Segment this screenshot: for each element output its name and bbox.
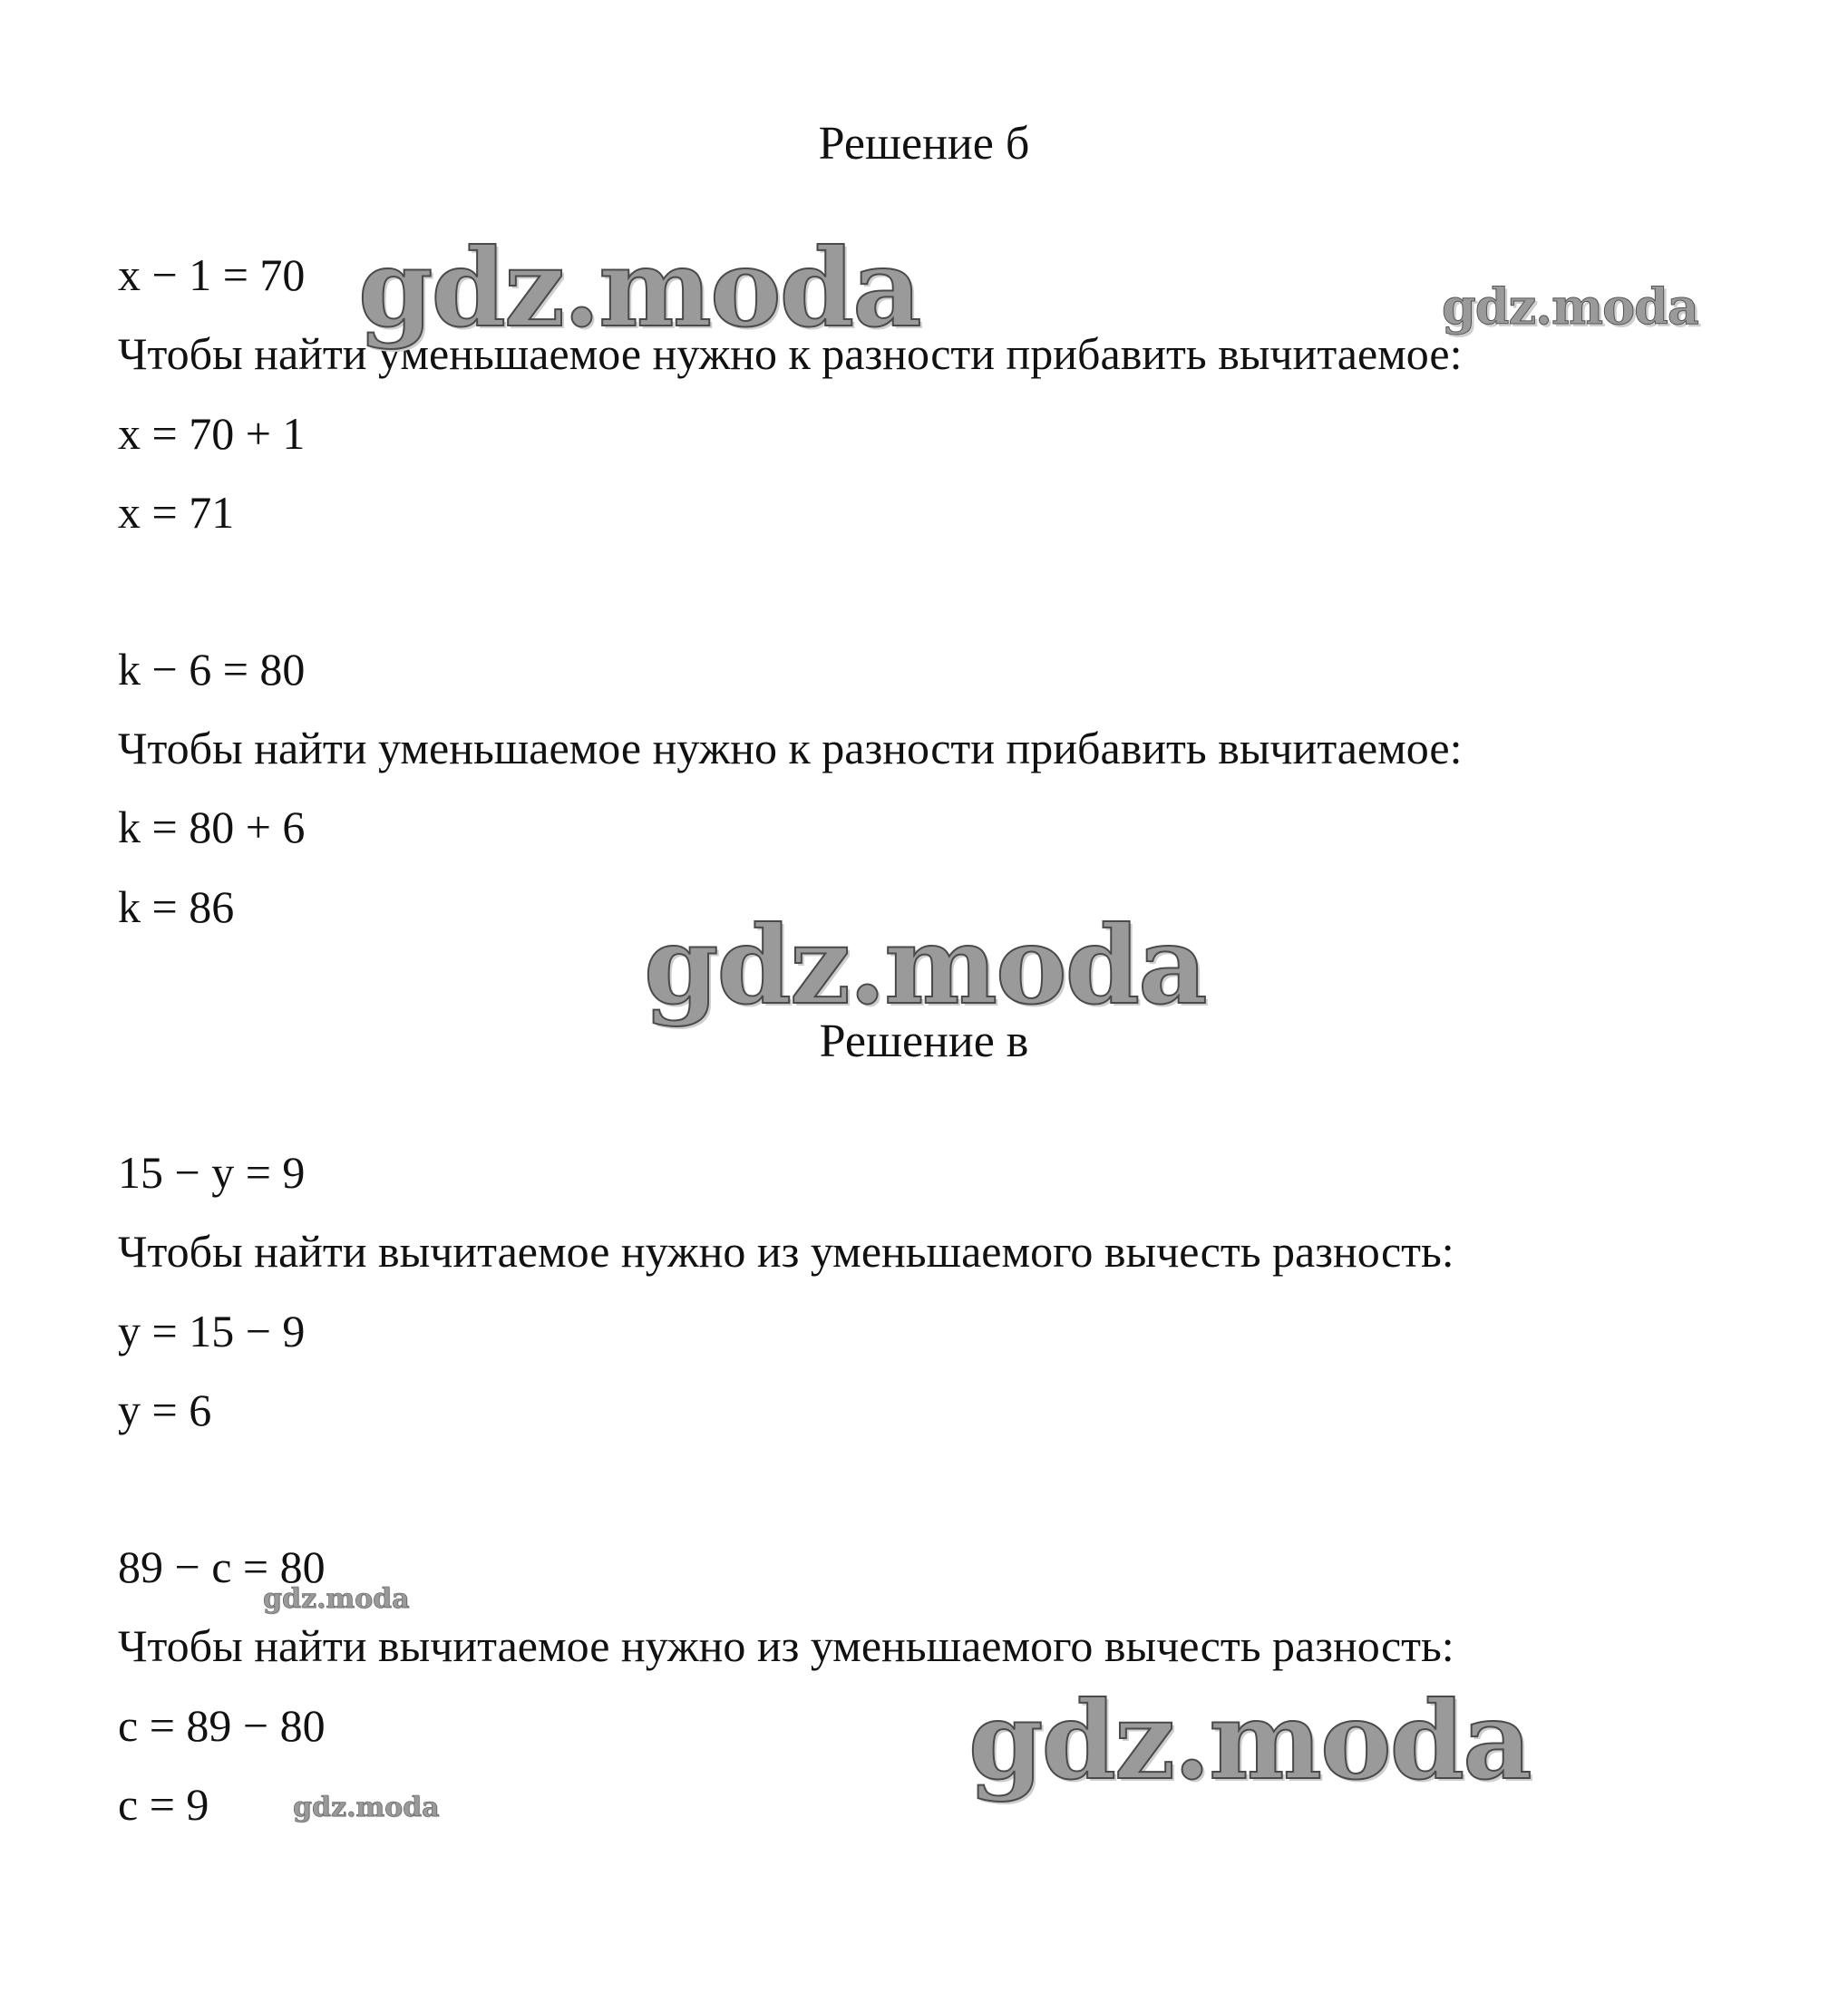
watermark-logo: gdz.moda	[293, 1792, 440, 1823]
equation-c: 89 − c = 80	[118, 1541, 326, 1592]
watermark-logo: gdz.moda	[644, 902, 1206, 1028]
equation-x: x − 1 = 70	[118, 249, 306, 300]
step-y: y = 15 − 9	[118, 1306, 306, 1356]
watermark-logo: gdz.moda	[1442, 277, 1698, 335]
step-x: x = 70 + 1	[118, 408, 306, 459]
rule-subtrahend-1: Чтобы найти вычитаемое нужно из уменьшаемого вычесть разность:	[118, 1226, 1454, 1277]
rule-minuend-2: Чтобы найти уменьшаемое нужно к разности прибавить вычитаемое:	[118, 723, 1463, 773]
section-b-heading: Решение б	[818, 118, 1030, 170]
answer-c: c = 9	[118, 1779, 209, 1830]
step-c: c = 89 − 80	[118, 1700, 326, 1751]
rule-subtrahend-2: Чтобы найти вычитаемое нужно из уменьшаемого вычесть разность:	[118, 1620, 1454, 1671]
watermark-logo: gdz.moda	[358, 225, 920, 351]
section-v-heading: Решение в	[819, 1016, 1029, 1067]
watermark-logo: gdz.moda	[968, 1677, 1531, 1803]
answer-x: x = 71	[118, 487, 235, 538]
watermark-logo: gdz.moda	[263, 1583, 410, 1615]
answer-k: k = 86	[118, 881, 235, 932]
answer-y: y = 6	[118, 1385, 212, 1435]
step-k: k = 80 + 6	[118, 802, 306, 852]
equation-k: k − 6 = 80	[118, 644, 306, 695]
equation-y: 15 − y = 9	[118, 1147, 306, 1198]
rule-minuend-1: Чтобы найти уменьшаемое нужно к разности прибавить вычитаемое:	[118, 328, 1463, 379]
